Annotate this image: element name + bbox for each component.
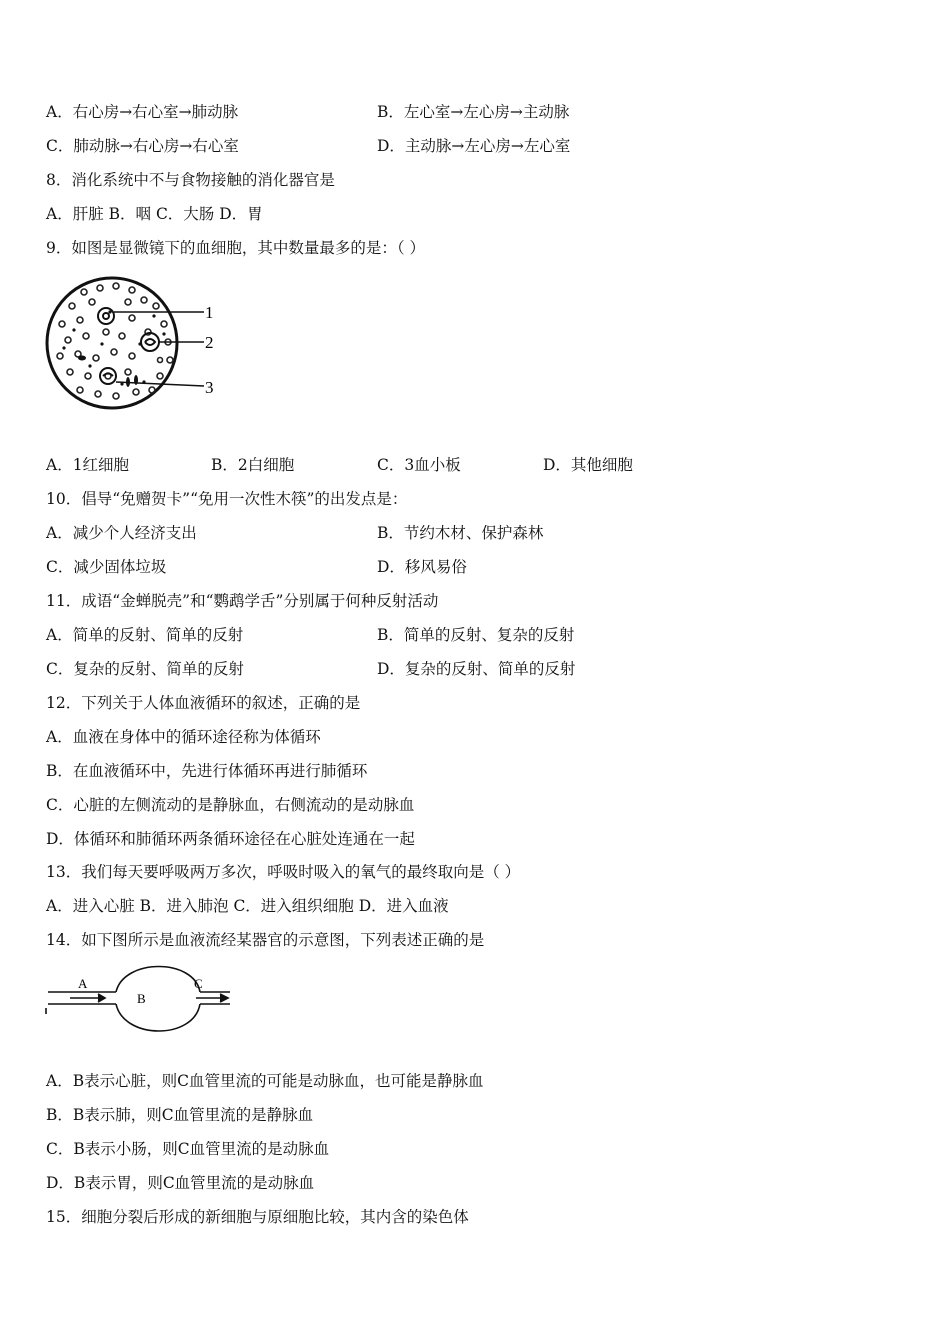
figure-label-c: C xyxy=(194,976,203,991)
q12-option-a: A．血液在身体中的循环途径称为体循环 xyxy=(46,728,321,746)
q11-option-c: C．复杂的反射、简单的反射 xyxy=(46,660,244,678)
q9-option-c: C．3血小板 xyxy=(377,456,461,474)
q13-stem: 13．我们每天要呼吸两万多次，呼吸时吸入的氧气的最终取向是（ ） xyxy=(46,863,521,881)
q12-option-b: B．在血液循环中，先进行体循环再进行肺循环 xyxy=(46,762,368,780)
figure-label-b: B xyxy=(137,991,146,1006)
q10-option-b: B．节约木材、保护森林 xyxy=(377,524,544,542)
q13-options: A．进入心脏 B．进入肺泡 C．进入组织细胞 D．进入血液 xyxy=(46,897,449,915)
q14-option-b: B．B表示肺，则C血管里流的是静脉血 xyxy=(46,1106,314,1124)
q9-option-a: A．1红细胞 xyxy=(46,456,130,474)
figure-label-3: 3 xyxy=(205,378,214,397)
blood-cell-figure xyxy=(44,272,224,418)
q14-stem: 14．如下图所示是血液流经某器官的示意图，下列表述正确的是 xyxy=(46,931,485,949)
q9-stem: 9．如图是显微镜下的血细胞，其中数量最多的是：（ ） xyxy=(46,239,426,257)
q11-option-a: A．简单的反射、简单的反射 xyxy=(46,626,244,644)
q10-option-c: C．减少固体垃圾 xyxy=(46,558,167,576)
q11-option-d: D．复杂的反射、简单的反射 xyxy=(377,660,576,678)
q9-option-d: D．其他细胞 xyxy=(543,456,633,474)
q12-stem: 12．下列关于人体血液循环的叙述，正确的是 xyxy=(46,694,361,712)
q15-stem: 15．细胞分裂后形成的新细胞与原细胞比较，其内含的染色体 xyxy=(46,1208,469,1226)
q11-stem: 11．成语“金蝉脱壳”和“鹦鹉学舌”分别属于何种反射活动 xyxy=(46,592,439,610)
q7-option-a: A．右心房→右心室→肺动脉 xyxy=(46,103,239,121)
figure-label-1: 1 xyxy=(205,303,214,322)
figure-label-2: 2 xyxy=(205,333,214,352)
q9-option-b: B．2白细胞 xyxy=(211,456,295,474)
q12-option-d: D．体循环和肺循环两条循环途径在心脏处连通在一起 xyxy=(46,830,415,848)
q10-stem: 10．倡导“免赠贺卡”“免用一次性木筷”的出发点是： xyxy=(46,490,408,508)
q7-option-b: B．左心室→左心房→主动脉 xyxy=(377,103,570,121)
q11-option-b: B．简单的反射、复杂的反射 xyxy=(377,626,575,644)
blood-flow-organ-figure xyxy=(44,958,244,1042)
q12-option-c: C．心脏的左侧流动的是静脉血，右侧流动的是动脉血 xyxy=(46,796,415,814)
figure-label-a: A xyxy=(78,976,88,991)
q7-option-c: C．肺动脉→右心房→右心室 xyxy=(46,137,239,155)
q8-options: A．肝脏 B．咽 C．大肠 D．胃 xyxy=(46,205,263,223)
q7-option-d: D．主动脉→左心房→左心室 xyxy=(377,137,571,155)
q14-option-d: D．B表示胃，则C血管里流的是动脉血 xyxy=(46,1174,315,1192)
q8-stem: 8．消化系统中不与食物接触的消化器官是 xyxy=(46,171,335,189)
q10-option-a: A．减少个人经济支出 xyxy=(46,524,197,542)
q10-option-d: D．移风易俗 xyxy=(377,558,467,576)
q14-option-c: C．B表示小肠，则C血管里流的是动脉血 xyxy=(46,1140,330,1158)
q14-option-a: A．B表示心脏，则C血管里流的可能是动脉血，也可能是静脉血 xyxy=(46,1072,484,1090)
